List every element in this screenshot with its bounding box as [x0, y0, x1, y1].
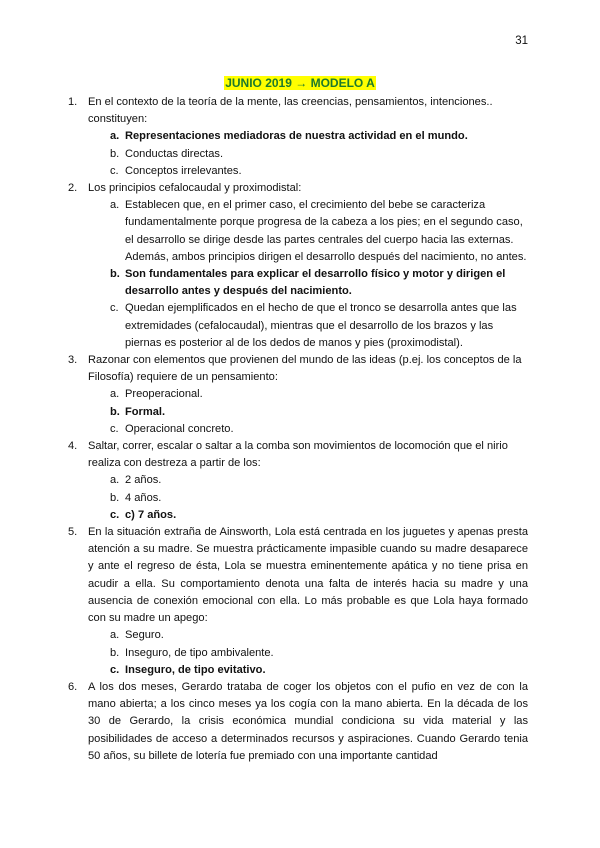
option-2a — [110, 197, 528, 266]
option-4b — [110, 490, 528, 507]
option-letter: b. — [110, 147, 120, 160]
option-letter: c. — [110, 663, 120, 676]
question-2 — [68, 180, 528, 197]
question-number: 4. — [68, 440, 78, 453]
option-letter: a. — [110, 629, 120, 642]
option-3c — [110, 421, 528, 438]
option-letter: b. — [110, 405, 120, 418]
question-number: 1. — [68, 96, 78, 108]
option-text: Representaciones mediadoras de nuestra actividad en el mundo. — [125, 130, 468, 143]
question-6 — [68, 679, 528, 765]
question-number: 3. — [68, 354, 78, 367]
option-letter: a. — [110, 130, 120, 143]
question-list — [68, 94, 528, 765]
page-number: 31 — [515, 35, 528, 47]
option-text: Preoperacional. — [125, 388, 203, 401]
option-text: 4 años. — [125, 491, 162, 504]
question-text: A los dos meses, Gerardo trataba de coger los objetos con el pufio en vez de con la mano abierta; a los cinco meses ya los cogía con la mano abierta. En la década de los 30 de Gerardo, la crisis económica mundial condiciona su vida material y las posibilidades de acceso a determinados recursos y aspiraciones. Cuando Gerardo tenia 50 años, su billete de lotería fue premiado con una importante cantidad — [88, 680, 528, 762]
question-text: Saltar, correr, escalar o saltar a la comba son movimientos de locomoción que el nirio realiza con destreza a partir de los: — [88, 440, 508, 470]
option-text: Conductas directas. — [125, 147, 224, 160]
option-text: Inseguro, de tipo evitativo. — [125, 663, 266, 676]
option-text: Son fundamentales para explicar el desarrollo físico y motor y dirigen el desarrollo antes y después del nacimiento. — [125, 268, 506, 298]
question-5 — [68, 524, 528, 627]
option-1c — [110, 163, 528, 180]
question-text: Los principios cefalocaudal y proximodistal: — [88, 182, 302, 195]
question-number: 6. — [68, 680, 78, 693]
option-letter: c. — [110, 508, 120, 521]
option-letter: c. — [110, 422, 119, 435]
option-1a — [110, 128, 528, 145]
option-4c — [110, 507, 528, 524]
exam-title-text: JUNIO 2019 → MODELO A — [225, 76, 375, 90]
option-4a — [110, 472, 528, 489]
question-4 — [68, 438, 528, 472]
option-letter: a. — [110, 199, 120, 212]
option-text: c) 7 años. — [125, 508, 177, 521]
option-1b — [110, 146, 528, 163]
option-text: Conceptos irrelevantes. — [125, 164, 242, 177]
option-text: Operacional concreto. — [125, 422, 234, 435]
option-letter: b. — [110, 268, 120, 281]
option-text: Quedan ejemplificados en el hecho de que el tronco se desarrolla antes que las extremidades (cefalocaudal), mientras que el desarrollo de los brazos y las piernas es posterior al de los dedos de manos y pies (proximodistal). — [125, 302, 517, 349]
option-letter: b. — [110, 491, 120, 504]
option-letter: a. — [110, 474, 120, 487]
option-5b — [110, 645, 528, 662]
question-number: 5. — [68, 526, 78, 539]
option-text: Establecen que, en el primer caso, el crecimiento del bebe se caracteriza fundamentalmente porque progresa de la cabeza a los pies; en el segundo caso, el desarrollo se dirige desde las partes centrales del cuerpo hacia las externas. Además, ambos principios dirigen el desarrollo después del nacimiento, no antes. — [125, 199, 527, 263]
option-5a — [110, 627, 528, 644]
option-letter: a. — [110, 388, 120, 401]
option-text: Formal. — [125, 405, 166, 418]
option-letter: c. — [110, 302, 119, 315]
option-2b — [110, 266, 528, 300]
question-1 — [68, 94, 528, 128]
question-text: Razonar con elementos que provienen del mundo de las ideas (p.ej. los conceptos de la Filosofía) requiere de un pensamiento: — [88, 354, 522, 384]
question-text: En la situación extraña de Ainsworth, Lola está centrada en los juguetes y apenas presta atención a su madre. Se muestra prácticamente impasible cuando su madre desaparece y ante el regreso de ésta, Lola se muestra eminentemente apática y no tiene prisa en acudir a ella. Su comportamiento denota una falta de interés hacia su madre y una ausencia de conexión emocional con ella. Lo más probable es que Lola haya formado con su madre un apego: — [88, 526, 528, 625]
option-letter: c. — [110, 164, 119, 177]
exam-title — [0, 76, 600, 90]
option-3a — [110, 386, 528, 403]
question-text: En el contexto de la teoría de la mente, las creencias, pensamientos, intenciones.. constituyen: — [88, 96, 493, 126]
option-text: 2 años. — [125, 474, 162, 487]
option-text: Inseguro, de tipo ambivalente. — [125, 646, 274, 659]
option-text: Seguro. — [125, 629, 164, 642]
option-5c — [110, 662, 528, 679]
question-number: 2. — [68, 182, 78, 195]
option-3b — [110, 404, 528, 421]
option-letter: b. — [110, 646, 120, 659]
option-2c — [110, 300, 528, 352]
question-3 — [68, 352, 528, 386]
